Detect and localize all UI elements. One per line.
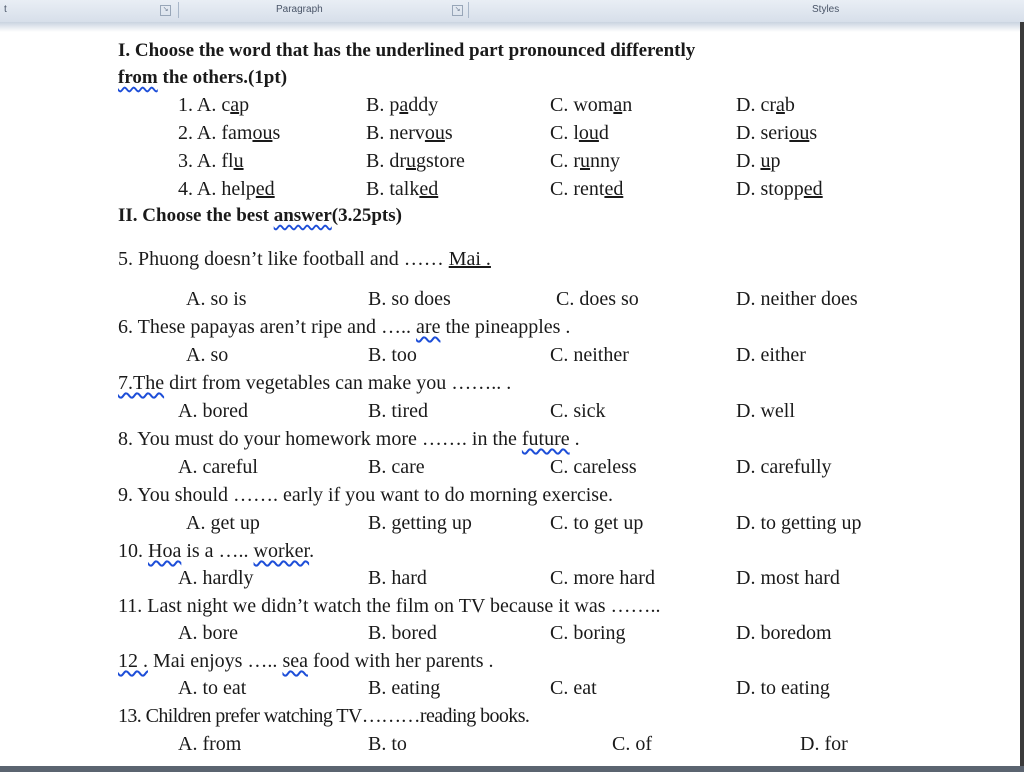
option-text: A. help: [196, 178, 256, 200]
question-7: [118, 372, 511, 394]
option-text: D.: [736, 150, 761, 172]
question-wavy: 12 .: [118, 650, 148, 672]
question-4: [178, 178, 275, 200]
window-right-edge: [1020, 22, 1024, 772]
question-number: 2.: [178, 122, 197, 144]
q10-option-a: A. hardly: [178, 567, 254, 589]
option-text: C. l: [550, 122, 579, 144]
ribbon-group-styles: Styles: [812, 4, 840, 15]
question-text-post: .: [309, 540, 315, 562]
q13-option-b: B. to: [368, 733, 407, 755]
option-text: gstore: [416, 150, 465, 172]
question-text: 8. You must do your homework more ……. in the: [118, 428, 522, 450]
option-text: B. dr: [366, 150, 406, 172]
q11-option-a: A. bore: [178, 622, 238, 644]
q10-option-c: C. more hard: [550, 567, 655, 589]
q4-option-d: [736, 178, 823, 200]
question-13: 13. Children prefer watching TV………reading books.: [118, 705, 530, 727]
section1-heading-line2: [118, 67, 287, 89]
section2-heading-prefix: II. Choose the best: [118, 205, 274, 226]
question-text-post: dirt from vegetables can make you …….. .: [164, 372, 512, 394]
question-number: 1.: [178, 94, 197, 116]
section1-heading-line1: I. Choose the word that has the underlined part pronounced differently: [118, 40, 696, 61]
underlined-part: u: [760, 150, 771, 172]
option-text: C. rent: [550, 178, 605, 200]
option-text: A. fam: [196, 122, 253, 144]
question-6: [118, 316, 570, 338]
q9-option-a: A. get up: [186, 512, 260, 534]
q5-option-d: D. neither does: [736, 288, 858, 310]
question-text-post: the pineapples .: [440, 316, 571, 338]
q5-option-b: B. so does: [368, 288, 451, 310]
q2-option-b: [366, 122, 453, 144]
q13-option-a: A. from: [178, 733, 242, 755]
question-number: 4.: [178, 178, 197, 200]
q1-option-d: [736, 94, 795, 116]
option-text: C. r: [550, 150, 580, 172]
underlined-part: a: [230, 94, 240, 116]
q6-option-c: C. neither: [550, 344, 629, 366]
q2-option-d: [736, 122, 817, 144]
underlined-part: ed: [255, 178, 275, 200]
underlined-part: ed: [604, 178, 624, 200]
question-text-post: .: [569, 428, 580, 450]
q7-option-b: B. tired: [368, 400, 428, 422]
ribbon-group-paragraph: Paragraph: [276, 4, 323, 15]
option-text: n: [622, 94, 633, 116]
question-9: 9. You should ……. early if you want to do morning exercise.: [118, 484, 613, 506]
q13-option-c: C. of: [612, 733, 652, 755]
question-text: 10.: [118, 540, 148, 562]
option-text: B. talk: [366, 178, 420, 200]
q10-option-d: D. most hard: [736, 567, 840, 589]
option-text: p: [239, 94, 250, 116]
q8-option-b: B. care: [368, 456, 425, 478]
question-wavy: Hoa: [148, 540, 182, 562]
option-text: ddy: [408, 94, 439, 116]
question-wavy: 7.The: [118, 372, 165, 394]
option-text: s: [809, 122, 818, 144]
underlined-part: a: [775, 94, 785, 116]
q9-option-b: B. getting up: [368, 512, 472, 534]
option-text: B. nerv: [366, 122, 425, 144]
q13-option-d: D. for: [800, 733, 848, 755]
question-3: [178, 150, 244, 172]
question-12: [118, 650, 494, 672]
font-dialog-launcher-icon[interactable]: ↘: [160, 5, 171, 16]
option-text: B. p: [366, 94, 400, 116]
underlined-part: u: [406, 150, 416, 172]
q6-option-a: A. so: [186, 344, 229, 366]
underlined-part: ou: [424, 122, 445, 144]
underlined-part: ou: [789, 122, 810, 144]
q5-option-c: C. does so: [556, 288, 639, 310]
section2-heading-rest: (3.25pts): [331, 205, 402, 226]
question-text-post: food with her parents .: [307, 650, 494, 672]
question-8: [118, 428, 580, 450]
q6-option-b: B. too: [368, 344, 417, 366]
option-text: b: [784, 94, 795, 116]
q1-option-b: [366, 94, 438, 116]
q7-option-a: A. bored: [178, 400, 248, 422]
question-text: 5. Phuong doesn’t like football and ……: [118, 248, 449, 270]
q12-option-a: A. to eat: [178, 677, 247, 699]
question-text: 6. These papayas aren’t ripe and …..: [118, 316, 417, 338]
q3-option-b: [366, 150, 465, 172]
heading-rest: the others.(1pt): [157, 67, 288, 88]
option-text: D. seri: [736, 122, 790, 144]
q9-option-c: C. to get up: [550, 512, 644, 534]
question-text-mid: Mai enjoys …..: [148, 650, 283, 672]
question-wavy: worker: [253, 540, 310, 562]
question-10: [118, 540, 314, 562]
option-text: p: [770, 150, 781, 172]
ribbon-left-char: t: [4, 4, 7, 15]
question-5: [118, 248, 491, 270]
question-wavy: are: [416, 316, 441, 338]
q7-option-d: D. well: [736, 400, 795, 422]
underlined-part: a: [399, 94, 409, 116]
q4-option-c: [550, 178, 623, 200]
option-text: s: [444, 122, 453, 144]
section2-heading: [118, 205, 402, 227]
option-text: A. c: [196, 94, 231, 116]
question-underlined: Mai .: [448, 248, 491, 270]
q4-option-b: [366, 178, 438, 200]
option-text: D. cr: [736, 94, 776, 116]
q11-option-b: B. bored: [368, 622, 437, 644]
question-11: 11. Last night we didn’t watch the film on TV because it was ……..: [118, 595, 661, 617]
underlined-part: ou: [578, 122, 599, 144]
q8-option-c: C. careless: [550, 456, 637, 478]
option-text: s: [272, 122, 281, 144]
q11-option-d: D. boredom: [736, 622, 832, 644]
heading-word-from: from: [118, 67, 158, 88]
option-text: d: [598, 122, 609, 144]
q10-option-b: B. hard: [368, 567, 427, 589]
option-text: C. wom: [550, 94, 614, 116]
underlined-part: ed: [803, 178, 823, 200]
q8-option-a: A. careful: [178, 456, 258, 478]
underlined-part: ed: [419, 178, 439, 200]
question-wavy: future: [521, 428, 570, 450]
q1-option-c: [550, 94, 632, 116]
section2-heading-answer: answer: [273, 205, 332, 226]
q3-option-c: [550, 150, 620, 172]
window-bottom-edge: [0, 766, 1024, 772]
q12-option-d: D. to eating: [736, 677, 830, 699]
question-1: [178, 94, 249, 116]
option-text: D. stopp: [736, 178, 804, 200]
question-number: 3.: [178, 150, 197, 172]
paragraph-dialog-launcher-icon[interactable]: ↘: [452, 5, 463, 16]
q5-option-a: A. so is: [186, 288, 247, 310]
q6-option-d: D. either: [736, 344, 806, 366]
underlined-part: ou: [252, 122, 273, 144]
q12-option-b: B. eating: [368, 677, 441, 699]
underlined-part: a: [613, 94, 623, 116]
question-text-mid: is a …..: [181, 540, 254, 562]
q9-option-d: D. to getting up: [736, 512, 862, 534]
q12-option-c: C. eat: [550, 677, 597, 699]
q3-option-d: [736, 150, 780, 172]
q8-option-d: D. carefully: [736, 456, 832, 478]
q7-option-c: C. sick: [550, 400, 606, 422]
q11-option-c: C. boring: [550, 622, 626, 644]
underlined-part: u: [580, 150, 590, 172]
q2-option-c: [550, 122, 609, 144]
option-text: nny: [590, 150, 620, 172]
question-2: [178, 122, 280, 144]
question-wavy: sea: [282, 650, 308, 672]
underlined-part: u: [233, 150, 244, 172]
option-text: A. fl: [196, 150, 234, 172]
